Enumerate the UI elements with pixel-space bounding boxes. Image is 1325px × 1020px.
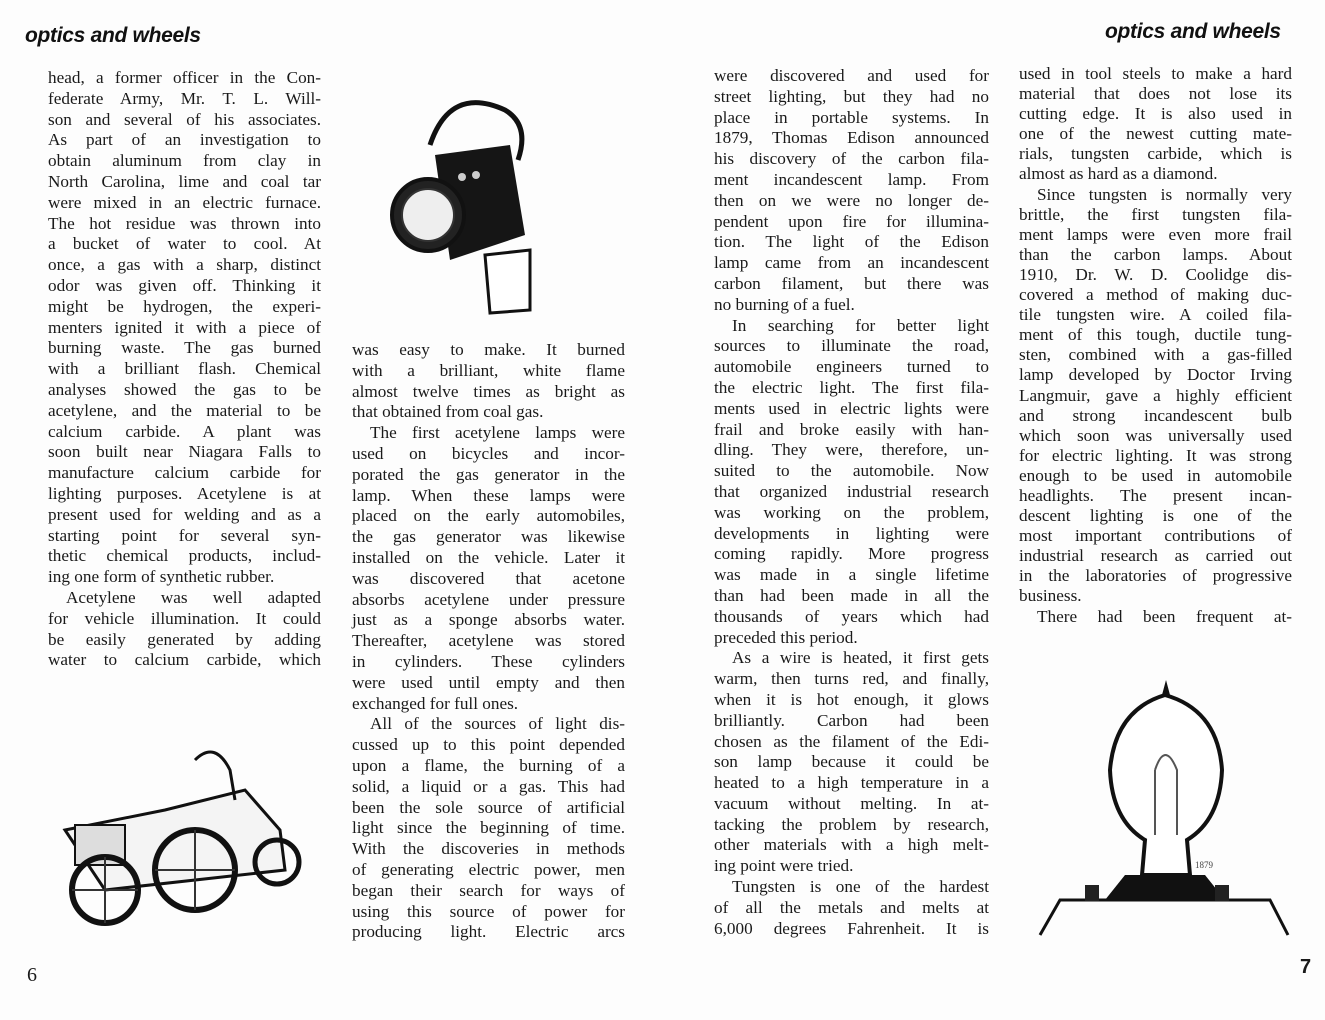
text-line: used in tool steels to make a hard (1019, 64, 1292, 83)
text-line: ment of this tough, ductile tung- (1019, 325, 1292, 345)
text-line: manufacture calcium carbide for (48, 463, 321, 483)
text-line: which soon was universally used (1019, 425, 1292, 445)
text-line: one of the newest cutting mate- (1019, 124, 1292, 144)
paragraph (714, 316, 989, 649)
text-line: pendent upon fire for illumina- (714, 211, 989, 231)
paragraph (714, 648, 989, 877)
text-line: lamp came from an incandescent (714, 253, 989, 273)
acetylene-lamp-illustration (390, 85, 540, 320)
text-line: and strong incandescent bulb (1019, 405, 1292, 425)
text-line: ment incandescent lamp. From (714, 169, 989, 189)
text-line: preceded this period. (714, 627, 858, 647)
page-number-left: 6 (27, 964, 37, 986)
text-line: porated the gas generator in the (352, 464, 625, 484)
text-line: 1910, Dr. W. D. Coolidge dis- (1019, 264, 1292, 284)
text-line: were mixed in an electric furnace. (48, 192, 321, 212)
text-line: other materials with a high melt- (714, 835, 989, 855)
text-line: present used for welding and as a (48, 504, 321, 524)
paragraph (1019, 185, 1292, 607)
text-line: As a wire is heated, it first gets (732, 648, 989, 668)
text-line: In searching for better light (732, 315, 989, 335)
text-line: The first acetylene lamps were (370, 423, 625, 443)
paragraph (1019, 64, 1292, 185)
edison-bulb-illustration (1030, 660, 1295, 940)
text-column-2 (352, 340, 625, 943)
running-header-right: optics and wheels (1105, 20, 1281, 43)
text-line: odor was given off. Thinking it (48, 275, 321, 295)
text-line: descent lighting is one of the (1019, 506, 1292, 526)
text-column-4 (1019, 64, 1292, 627)
text-line: burning waste. The gas burned (48, 338, 321, 358)
text-line: thetic chemical products, includ- (48, 546, 321, 566)
text-line: brilliantly. Carbon had been (714, 710, 989, 730)
text-line: analyses showed the gas to be (48, 379, 321, 399)
paragraph (48, 68, 321, 588)
text-line: calcium carbide. A plant was (48, 421, 321, 441)
text-line: coming rapidly. More progress (714, 544, 989, 564)
paragraph (352, 340, 625, 423)
text-line: acetylene, and the material to be (48, 400, 321, 420)
text-line: son lamp because it could be (714, 752, 989, 772)
text-line: sources to illuminate the road, (714, 336, 989, 356)
text-line: sten, combined with a gas-filled (1019, 345, 1292, 365)
text-line: most important contributions of (1019, 526, 1292, 546)
text-line: of all the metals and melts at (714, 897, 989, 917)
text-line: suited to the automobile. Now (714, 461, 989, 481)
paragraph (714, 66, 989, 316)
text-line: almost twelve times as bright as (352, 381, 625, 401)
text-line: As part of an investigation to (48, 130, 321, 150)
text-line: be easily generated by adding (48, 629, 321, 649)
text-line: were used until empty and then (352, 672, 625, 692)
text-line: been the sole source of artificial (352, 797, 625, 817)
text-line: than had been made in all the (714, 585, 989, 605)
paragraph (714, 877, 989, 939)
page-number-right: 7 (1300, 956, 1312, 978)
paragraph (1019, 607, 1292, 627)
text-line: his discovery of the carbon fila- (714, 149, 989, 169)
text-line: was working on the problem, (714, 502, 989, 522)
text-line: vacuum without melting. In at- (714, 793, 989, 813)
running-header-left: optics and wheels (25, 24, 201, 47)
text-line: North Carolina, lime and coal tar (48, 171, 321, 191)
text-line: son and several of his associates. (48, 109, 321, 129)
text-line: Since tungsten is normally very (1037, 184, 1292, 204)
text-line: ing point were tried. (714, 856, 854, 876)
text-line: starting point for several syn- (48, 525, 321, 545)
text-line: that organized industrial research (714, 481, 989, 501)
text-line: used on bicycles and incor- (352, 443, 625, 463)
text-line: frail and broke easily with han- (714, 419, 989, 439)
text-line: There had been frequent at- (1037, 606, 1292, 626)
early-automobile-illustration (45, 740, 305, 935)
text-line: absorbs acetylene under pressure (352, 589, 625, 609)
text-line: once, a gas with a sharp, distinct (48, 255, 321, 275)
text-line: ments used in electric lights were (714, 398, 989, 418)
text-line: developments in lighting were (714, 523, 989, 543)
text-line: the electric light. The first fila- (714, 377, 989, 397)
text-line: industrial research as carried out (1019, 546, 1292, 566)
text-line: Acetylene was well adapted (66, 587, 321, 607)
text-line: placed on the early automobiles, (352, 506, 625, 526)
text-line: street lighting, but they had no (714, 86, 989, 106)
text-line: ing one form of synthetic rubber. (48, 567, 275, 587)
text-line: was discovered that acetone (352, 568, 625, 588)
text-line: using this source of power for (352, 901, 625, 921)
text-line: installed on the vehicle. Later it (352, 547, 625, 567)
text-line: cussed up to this point depended (352, 735, 625, 755)
text-column-3 (714, 66, 989, 939)
text-line: in the laboratories of progressive (1019, 566, 1292, 586)
text-line: With the discoveries in methods (352, 839, 625, 859)
text-line: upon a flame, the burning of a (352, 755, 625, 775)
text-line: warm, then turns red, and finally, (714, 669, 989, 689)
text-line: All of the sources of light dis- (370, 714, 625, 734)
text-line: solid, a liquid or a gas. This had (352, 776, 625, 796)
text-line: with a brilliant flash. Chemical (48, 359, 321, 379)
text-line: heated to a high temperature in a (714, 773, 989, 793)
text-line: for vehicle illumination. It could (48, 608, 321, 628)
text-line: might be hydrogen, the experi- (48, 296, 321, 316)
text-line: automobile engineers turned to (714, 357, 989, 377)
text-line: then on we were no longer de- (714, 190, 989, 210)
text-line: than the carbon lamps. About (1019, 244, 1292, 264)
text-line: the gas generator was likewise (352, 527, 625, 547)
text-line: lamp. When these lamps were (352, 485, 625, 505)
text-line: no burning of a fuel. (714, 294, 855, 314)
text-line: obtain aluminum from clay in (48, 151, 321, 171)
text-line: almost as hard as a diamond. (1019, 164, 1218, 184)
text-line: lamp developed by Doctor Irving (1019, 365, 1292, 385)
text-line: 6,000 degrees Fahrenheit. It is (714, 918, 989, 938)
text-line: tion. The light of the Edison (714, 232, 989, 252)
text-line: tacking the problem by research, (714, 814, 989, 834)
text-line: Tungsten is one of the hardest (732, 877, 989, 897)
text-line: Langmuir, gave a highly efficient (1019, 385, 1292, 405)
text-line: a bucket of water to cool. At (48, 234, 321, 254)
text-line: with a brilliant, white flame (352, 360, 625, 380)
text-line: in cylinders. These cylinders (352, 651, 625, 671)
text-line: ment lamps were even more frail (1019, 224, 1292, 244)
paragraph (48, 588, 321, 671)
text-line: just as a sponge absorbs water. (352, 610, 625, 630)
paragraph (352, 714, 625, 943)
text-line: Thereafter, acetylene was stored (352, 631, 625, 651)
text-line: for electric lighting. It was strong (1019, 445, 1292, 465)
text-column-1 (48, 68, 321, 671)
text-line: began their search for ways of (352, 880, 625, 900)
text-line: soon built near Niagara Falls to (48, 442, 321, 462)
text-line: lighting purposes. Acetylene is at (48, 483, 321, 503)
text-line: The hot residue was thrown into (48, 213, 321, 233)
text-line: menters ignited it with a piece of (48, 317, 321, 337)
text-line: federate Army, Mr. T. L. Will- (48, 88, 321, 108)
text-line: place in portable systems. In (714, 107, 989, 127)
text-line: brittle, the first tungsten fila- (1019, 204, 1292, 224)
text-line: of generating electric power, men (352, 859, 625, 879)
text-line: dling. They were, therefore, un- (714, 440, 989, 460)
text-line: that obtained from coal gas. (352, 402, 544, 422)
text-line: 1879, Thomas Edison announced (714, 128, 989, 148)
text-line: carbon filament, but there was (714, 273, 989, 293)
text-line: business. (1019, 586, 1082, 606)
text-line: covered a method of making duc- (1019, 285, 1292, 305)
text-line: was easy to make. It burned (352, 340, 625, 359)
text-line: thousands of years which had (714, 606, 989, 626)
text-line: material that does not lose its (1019, 84, 1292, 104)
text-line: head, a former officer in the Con- (48, 68, 321, 87)
text-line: was made in a single lifetime (714, 565, 989, 585)
paragraph (352, 423, 625, 714)
text-line: cutting edge. It is also used in (1019, 104, 1292, 124)
text-line: rials, tungsten carbide, which is (1019, 144, 1292, 164)
text-line: when it is hot enough, it glows (714, 689, 989, 709)
text-line: producing light. Electric arcs (352, 922, 625, 942)
text-line: water to calcium carbide, which (48, 650, 321, 670)
text-line: tile tungsten wire. A coiled fila- (1019, 305, 1292, 325)
text-line: were discovered and used for (714, 66, 989, 85)
text-line: enough to be used in automobile (1019, 465, 1292, 485)
text-line: headlights. The present incan- (1019, 485, 1292, 505)
text-line: light since the beginning of time. (352, 818, 625, 838)
bulb-year-label: 1879 (1195, 860, 1213, 870)
text-line: chosen as the filament of the Edi- (714, 731, 989, 751)
text-line: exchanged for full ones. (352, 693, 519, 713)
